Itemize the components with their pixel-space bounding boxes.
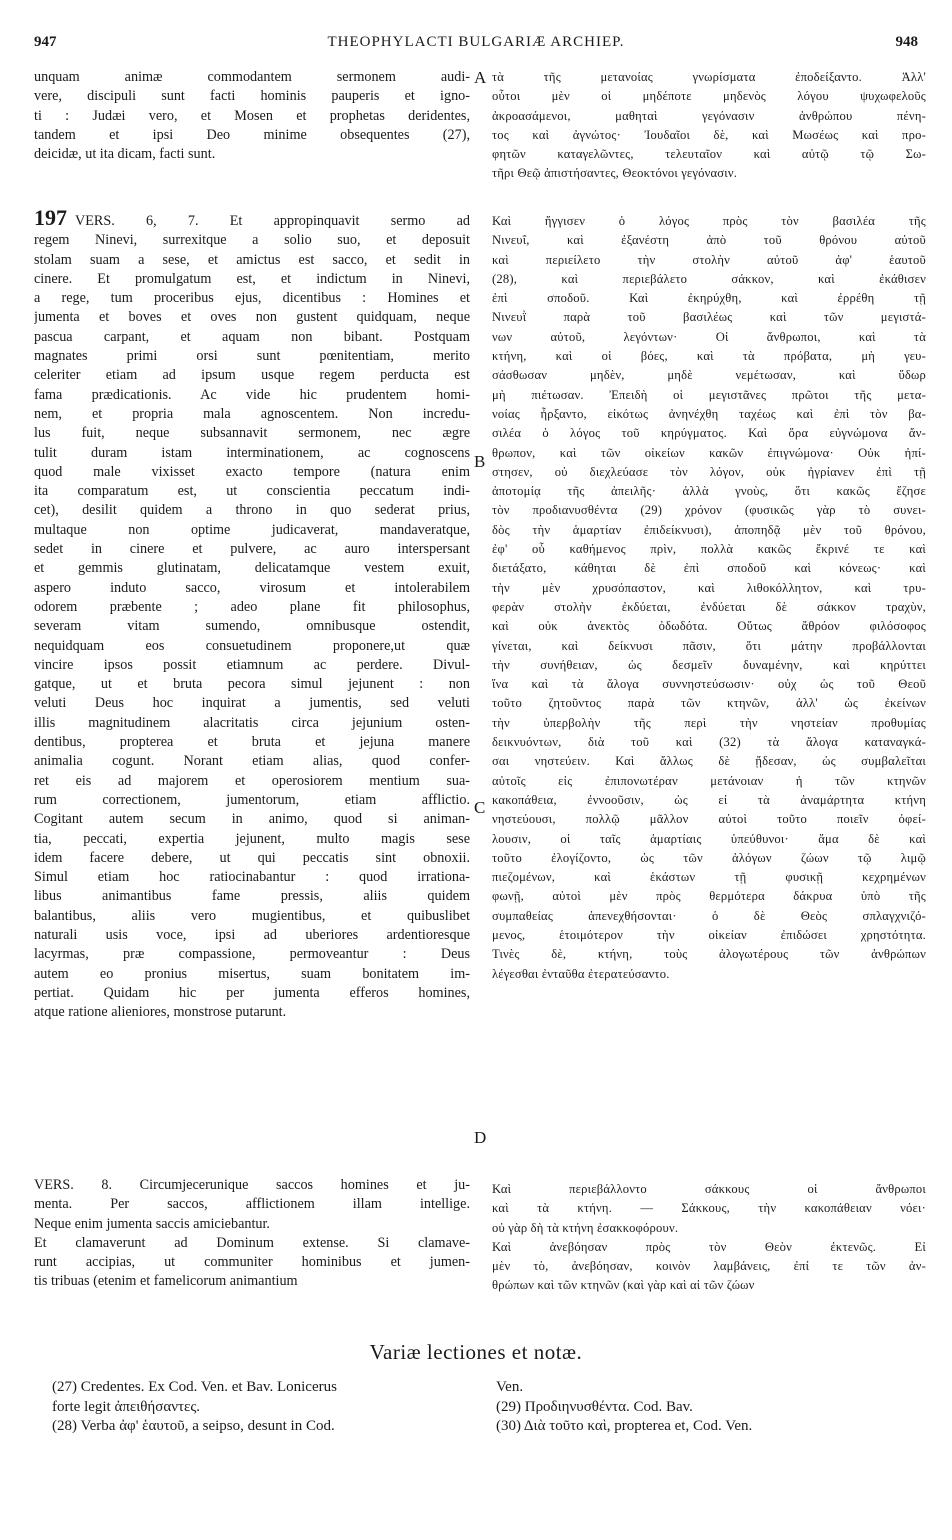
latin-line: tia, peccati, expertia jejunent, multo magis sese	[34, 830, 470, 847]
latin-line: tulit duram istam interminationem, ac cognoscens	[34, 444, 470, 461]
note-line: (28) Verba ἀφ' ἑαυτοῦ, a seipso, desunt in Cod.	[52, 1418, 335, 1434]
greek-line: Τινὲς δὲ, κτήνη, τοὺς ἀλογωτέρους τῶν ἀνθρώπων	[492, 947, 926, 962]
greek-line: μενος, ἑτοιμότερον τὴν οἰκείαν ἐπιδώσει χρηστότητα.	[492, 927, 926, 942]
latin-line: et gemmis glutinatam, delicatamque vestem exuit,	[34, 560, 470, 577]
greek-line: αὐτοῖς εἰς ἐπιπονωτέραν μετάνοιαν ἡ τῶν κτηνῶν	[492, 773, 926, 788]
latin-line: lacyrmas, præ compassione, permoveantur : Deus	[34, 946, 470, 963]
latin-block-1	[34, 68, 470, 164]
latin-line: vere, discipuli sunt facti hominis pauperis et igno-	[34, 88, 470, 105]
latin-line: aspero induto sacco, virosum et intolerabilem	[34, 579, 470, 596]
greek-line: ἐφ' οὗ καθήμενος πρὶν, πολλὰ κακῶς ἔκρινέ τε καὶ	[492, 542, 926, 557]
margin-letter-c: C	[474, 798, 486, 817]
latin-line: atque ratione alieniores, monstrose putarunt.	[34, 1004, 287, 1021]
greek-line: στησεν, οὐ διεχλεύασε τὸν λόγον, οὐκ ἠγρίανεν ἐπὶ τῇ	[492, 464, 926, 479]
note-line: (29) Προδιηνυσθέντα. Cod. Bav.	[496, 1398, 693, 1415]
page-number-right: 948	[895, 34, 918, 50]
greek-line: νηστεύουσι, πολλῷ μᾶλλον αὐτοὶ τοῦτο ποιεῖν ὀφεί-	[492, 812, 926, 827]
latin-line: nequidquam eos consuetudinem proponere,ut quæ	[34, 637, 470, 654]
greek-block-3	[492, 1180, 926, 1296]
margin-letter-d: D	[474, 1128, 487, 1147]
latin-line: balantibus, aliis vero mugientibus, et quibuslibet	[34, 907, 470, 924]
latin-line: sedet in cinere et pulvere, ac auro interspersant	[34, 541, 470, 558]
greek-line: σαι νηστεύειν. Καὶ ἄλλως δὲ ᾔδεσαν, ὡς συμβαλεῖται	[492, 754, 926, 769]
greek-line: τὴν μὲν χρυσόπαστον, καὶ λιθοκόλλητον, καὶ τρυ-	[492, 580, 926, 595]
latin-line: nem, et propria mala agnoscentem. Non incredu-	[34, 405, 470, 422]
latin-line: menta. Per saccos, afflictionem illam intellige.	[34, 1196, 470, 1213]
latin-line: tandem et ipsi Deo minime obsequentes (27),	[34, 126, 470, 143]
greek-line: ἵνα καὶ τὰ ἄλογα συννηστεύσωσιν· οὐχ ὡς τοῦ Θεοῦ	[492, 677, 926, 692]
page-number-left: 947	[34, 34, 57, 50]
greek-line: τὰ τῆς μετανοίας γνωρίσματα ἐποδείξαντο. Ἀλλ'	[492, 70, 926, 84]
greek-line: οὐ γὰρ δὴ τὰ κτήνη ἐσακκοφόρουν.	[492, 1220, 679, 1235]
latin-line: pascua carpant, et aquam non bibant. Postquam	[34, 328, 470, 345]
latin-line: magnates primi orsi sunt pœnitentiam, merito	[34, 348, 470, 365]
greek-line: καὶ οὐκ ἀνεκτὸς ὀδωδότα. Οὕτως ἄθρόον φιλόσοφος	[492, 619, 926, 634]
latin-line: libus animantibus fame pressis, aliis quidem	[34, 888, 470, 905]
latin-line: multaque non optime judicaverat, mandaveratque,	[34, 521, 470, 538]
latin-line: Neque enim jumenta saccis amiciebantur.	[34, 1215, 270, 1232]
greek-line: σάσθωσαν μηδὲν, μηδὲ νεμέτωσαν, καὶ ὕδωρ	[492, 368, 926, 383]
greek-line: Νινευΐ, καὶ ἐξανέστη ἀπὸ τοῦ θρόνου αὐτοῦ	[492, 233, 926, 248]
latin-line: Et clamaverunt ad Dominum extense. Si clamave-	[34, 1234, 470, 1251]
greek-line: ἀποτομίᾳ τῆς ἀπειλῆς· ἀλλὰ γνοὺς, ὅτι κακῶς ἔζησε	[492, 484, 926, 499]
greek-line: καὶ περιείλετο τὴν στολὴν αὐτοῦ ἀφ' ἑαυτοῦ	[492, 252, 926, 267]
greek-line: γίνεται, καὶ δείκνυσι πᾶσιν, ὅτι μάτην προβάλλονται	[492, 638, 926, 653]
latin-line: vincire ipsos possit etiamnum ac perdere. Divul-	[34, 656, 470, 673]
greek-line: νων αὐτοῦ, λεγόντων· Οἱ ἄνθρωποι, καὶ τὰ	[492, 329, 926, 344]
greek-line: κτήνη, καὶ οἱ βόες, καὶ τὰ πρόβατα, μὴ γευ-	[492, 349, 926, 364]
margin-letter-a: A	[474, 68, 487, 87]
greek-line: φωνῇ, αὐτοὶ μὲν πρὸς θερμότερα δάκρυα ὑπὸ τῆς	[492, 889, 926, 904]
greek-line: Καὶ ἀνεβόησαν πρὸς τὸν Θεὸν ἐκτενῶς. Εἰ	[492, 1239, 926, 1254]
greek-line: θρώπων καὶ τῶν κτηνῶν (καὶ γὰρ καὶ αἱ τῶν ζώων	[492, 1278, 755, 1293]
greek-block-2	[492, 212, 926, 984]
latin-line: severam vitam sumendo, omnibusque ostendit,	[34, 618, 470, 635]
latin-line: ti : Judæi vero, et Mosen et prophetas deridentes,	[34, 107, 470, 124]
notes-right	[496, 1378, 916, 1437]
note-line: (30) Διὰ τοῦτο καὶ, propterea et, Cod. Ven.	[496, 1418, 753, 1434]
latin-line: illis magnitudinem alacritatis circa jejunium osten-	[34, 714, 470, 731]
greek-line: δεικνυόντων, διὰ τοῦ καὶ (32) τὰ ἄλογα καταναγκά-	[492, 735, 926, 750]
latin-line: pertiat. Quidam hic per jumenta efferos homines,	[34, 984, 470, 1001]
greek-line: θρωπον, καὶ τῶν οἰκείων κακῶν ἐπιγνώμονα· Οὐκ ἠπί-	[492, 445, 926, 460]
latin-line: lus fuit, neque subsannavit sermonem, nec ægre	[34, 425, 470, 442]
greek-line: Καὶ περιεβάλλοντο σάκκους οἱ ἄνθρωποι	[492, 1182, 926, 1196]
greek-line: λουσιν, οἱ ταῖς ἁμαρτίαις ὑπεύθυνοι· ἅμα δὲ καὶ	[492, 831, 926, 846]
greek-line: τὴν ὑπερβολὴν τῆς περὶ τὴν νηστείαν προθυμίας	[492, 715, 926, 730]
greek-line: πιεζομένων, καὶ ἑκάστων τῇ φυσικῇ κεχρημένων	[492, 870, 926, 885]
latin-line: Cogitant autem secum in animo, quod si animan-	[34, 811, 470, 828]
greek-line: τὸν προδιανυσθέντα (29) χρόνον (φυσικῶς γὰρ τὸ συνει-	[492, 503, 926, 518]
latin-line: animalia cogunt. Norant etiam alias, quod confer-	[34, 753, 470, 770]
latin-line: stolam suam a sese, et amictus est sacco, et sedit in	[34, 251, 470, 268]
page-header	[34, 34, 918, 56]
greek-line: λέγεσθαι ἐνταῦθα ἐτερατεύσαντο.	[492, 966, 670, 981]
greek-line: τοῦτο ἐλογίζοντο, ὡς τῶν ἀλόγων ζώων τῷ λιμῷ	[492, 850, 926, 865]
latin-line: ret eis ad majorem et operosiorem mentium sua-	[34, 772, 470, 789]
latin-line: dentibus, propterea et bruta et jejuna manere	[34, 734, 470, 751]
latin-line: gatque, ut et bruta pecora simul jejunent : non	[34, 676, 470, 693]
greek-line: τοῦτο ζητοῦντος παρὰ τῶν κτηνῶν, ἀλλ' ὡς ἐκείνων	[492, 696, 926, 711]
latin-line: veluti Deus hoc inquirat a jumentis, sed veluti	[34, 695, 470, 712]
latin-line: fama prædicationis. Ac vide hic prudentem homi-	[34, 386, 470, 403]
notes-left	[52, 1378, 472, 1437]
notes-title: Variæ lectiones et notæ.	[369, 1340, 583, 1364]
latin-line: ita comparatum est, ut conscientia peccatum indi-	[34, 483, 470, 500]
greek-line: καὶ τὰ κτήνη. — Σάκκους, τὴν κακοπάθειαν νόει·	[492, 1201, 926, 1216]
latin-line: regem Ninevi, surrexitque a solio suo, et deposuit	[34, 232, 470, 249]
latin-verse-heading-text: VERS. 6, 7. Et appropinquavit sermo ad	[75, 213, 470, 229]
latin-block-3	[34, 1176, 470, 1292]
greek-line: φερὰν στολὴν ἐκδύεται, ἐνδύεται δὲ σάκκον τραχὺν,	[492, 599, 926, 614]
latin-line: autem eo pronius misertus, suam bonitatem im-	[34, 965, 470, 982]
greek-line: τος καὶ ἀγνώτος· Ἰουδαῖοι δὲ, καὶ Μωσέως καὶ προ-	[492, 127, 926, 142]
note-line: forte legit ἀπειθήσαντες.	[52, 1398, 201, 1415]
latin-line: tis tribuas (etenim et famelicorum animantium	[34, 1273, 298, 1290]
greek-line: (28), καὶ περιεβάλετο σάκκον, καὶ ἐκάθισεν	[492, 271, 926, 286]
latin-line: runt accipias, ut communiter hominibus et jumen-	[34, 1254, 470, 1271]
latin-line: quod male vixisset exacto tempore (natura enim	[34, 463, 470, 480]
latin-line: cinere. Et promulgatum est, et indictum in Ninevi,	[34, 270, 470, 287]
latin-verse-heading	[34, 208, 470, 231]
greek-line: διετάξατο, κάθηται δὲ ἐπὶ σποδοῦ καὶ κόνεως· καὶ	[492, 561, 926, 576]
latin-line: deicidæ, ut ita dicam, facti sunt.	[34, 146, 216, 163]
greek-line: σιλέα ὁ λόγος τοῦ κηρύγματος. Καὶ ὅρα εὐγνώμονα ἄν-	[492, 426, 926, 441]
greek-line: Νινευῒ παρὰ τοῦ βασιλέως καὶ τῶν μεγιστά-	[492, 310, 926, 325]
greek-line: μὲν τὸ, ἀνεβόησαν, κοινὸν λαμβάνεις, ἐπί τε τῶν ἀν-	[492, 1259, 926, 1274]
latin-line: a rege, tum proceribus ejus, dicentibus : Homines et	[34, 290, 470, 307]
note-line: Ven.	[496, 1379, 524, 1395]
greek-line: μὴ πιέτωσαν. Ἐπειδὴ οἱ μεγιστᾶνες πρῶτοι τῆς μετα-	[492, 387, 926, 402]
latin-block-2	[34, 208, 470, 1022]
greek-block-1	[492, 68, 926, 184]
latin-line: rum correctionem, jumentorum, etiam afflictio.	[34, 791, 470, 808]
latin-line: idem facere debere, ut qui peccatis sint obnoxii.	[34, 849, 470, 866]
latin-line: celeriter etiam ad ipsum usque regem perducta est	[34, 367, 470, 384]
latin-line: unquam animæ commodantem sermonem audi-	[34, 69, 470, 85]
greek-line: φητῶν καταγελῶντες, τελευταῖον καὶ αὐτῷ τῷ Σω-	[492, 147, 926, 162]
greek-line: τῆρι Θεῷ ἀπιστήσαντες, Θεοκτόνοι γεγόνασιν.	[492, 166, 738, 181]
greek-line: τὴν συνήθειαν, ὡς δεσμεῖν δυναμένην, καὶ κηρύττει	[492, 657, 926, 672]
latin-line: Simul etiam hoc ratiocinabantur : quod irrationa-	[34, 869, 470, 886]
greek-line: Καὶ ἤγγισεν ὁ λόγος πρὸς τὸν βασιλέα τῆς	[492, 214, 926, 228]
section-number: 197	[34, 208, 67, 230]
latin-line: naturali usis voce, ipsi ad uberiores ardentioresque	[34, 926, 470, 943]
margin-letter-b: B	[474, 452, 486, 471]
greek-line: συμπαθείας ἀπενεχθήσονται· ὁ δὲ Θεὸς σπλαγχνιζό-	[492, 908, 926, 923]
greek-line: ἐπὶ σποδοῦ. Καὶ ἐκηρύχθη, καὶ ἐρρέθη τῇ	[492, 291, 926, 306]
latin-line: VERS. 8. Circumjecerunique saccos homines et ju-	[34, 1177, 470, 1193]
note-line: (27) Credentes. Ex Cod. Ven. et Bav. Lonicerus	[52, 1379, 337, 1395]
greek-line: οὗτοι μὲν οἱ μηδέποτε μηδενὸς λόγου ψυχωφελοῦς	[492, 89, 926, 104]
greek-line: νοίας ἦρξαντο, εἰκότως ἀνηνέχθη ταχέως καὶ ἐπὶ τὸν βα-	[492, 406, 926, 421]
latin-line: odorem præbente ; adeo plane fit philosophus,	[34, 598, 470, 615]
latin-line: cet), desilit quidem a throno in quo sederat prius,	[34, 502, 470, 519]
greek-line: ἀκροασάμενοι, μαθηταὶ γεγόνασιν ἀνθρώπου πένη-	[492, 108, 926, 123]
latin-line: jumenta et boves et oves non gustent quidquam, neque	[34, 309, 470, 326]
running-title: THEOPHYLACTI BULGARIÆ ARCHIEP.	[327, 34, 625, 50]
greek-line: κακοπάθεια, ἐννοοῦσιν, ὡς εἰ τὰ ἀναμάρτητα κτήνη	[492, 792, 926, 807]
greek-line: δὸς τὴν ἁμαρτίαν ἐπιδείκνυσι), ἀποπηδᾷ μὲν τοῦ θρόνου,	[492, 522, 926, 537]
